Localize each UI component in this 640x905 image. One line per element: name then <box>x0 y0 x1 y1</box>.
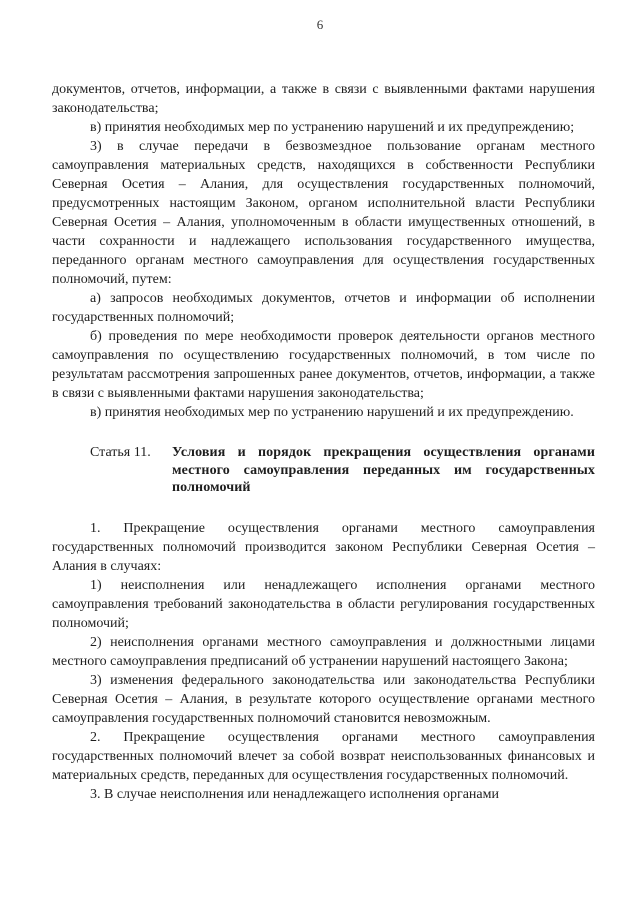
paragraph: 2. Прекращение осуществления органами местного самоуправления государственных полномочий влечет за собой возврат неиспользованных финансовых и материальных средств, переданных для осуществления государственных полномочий. <box>52 729 595 783</box>
paragraph: 3) в случае передачи в безвозмездное пользование органам местного самоуправления материальных средств, находящихся в собственности Республики Северная Осетия – Алания, для осуществления государственных полномочий, предусмотренных настоящим Законом, органом исполнительной власти Республики Северная Осетия – Алания, уполномоченным в области имущественных отношений, в части сохранности и надлежащего использования государственного имущества, переданного органам местного самоуправления для осуществления государственных полномочий, путем: <box>52 139 595 287</box>
document-body <box>52 80 595 804</box>
paragraph: 1) неисполнения или ненадлежащего исполнения органами местного самоуправления требований законодательства в области регулирования государственных полномочий; <box>52 577 595 631</box>
paragraph: б) проведения по мере необходимости проверок деятельности органов местного самоуправления по осуществлению государственных полномочий, в том числе по результатам рассмотрения запрошенных ранее документов, отчетов, информации, а также в связи с выявленными фактами нарушения законодательства; <box>52 329 595 401</box>
paragraph: 2) неисполнения органами местного самоуправления и должностными лицами местного самоуправления предписаний об устранении нарушений настоящего Закона; <box>52 634 595 669</box>
paragraph: 3. В случае неисполнения или ненадлежащего исполнения органами <box>90 786 499 802</box>
paragraph: а) запросов необходимых документов, отчетов и информации об исполнении государственных полномочий; <box>52 291 595 325</box>
paragraph: документов, отчетов, информации, а также в связи с выявленными фактами нарушения законодательства; <box>52 82 595 116</box>
paragraphs-after-article <box>52 519 595 804</box>
page-number: 6 <box>316 17 324 32</box>
article-title: Условия и порядок прекращения осуществления органами местного самоуправления переданных им государственных полномочий <box>172 445 595 495</box>
paragraphs-before-article <box>52 80 595 422</box>
paragraph: 3) изменения федерального законодательства или законодательства Республики Северная Осетия – Алания, в результате которого осуществление органами местного самоуправления государственных полномочий становится невозможным. <box>52 672 595 726</box>
paragraph: 1. Прекращение осуществления органами местного самоуправления государственных полномочий производится законом Республики Северная Осетия – Алания в случаях: <box>52 520 595 574</box>
article-heading <box>52 444 595 497</box>
paragraph: в) принятия необходимых мер по устранению нарушений и их предупреждению. <box>90 405 574 420</box>
article-label: Статья 11. <box>90 445 151 460</box>
paragraph: в) принятия необходимых мер по устранению нарушений и их предупреждению; <box>90 120 575 135</box>
